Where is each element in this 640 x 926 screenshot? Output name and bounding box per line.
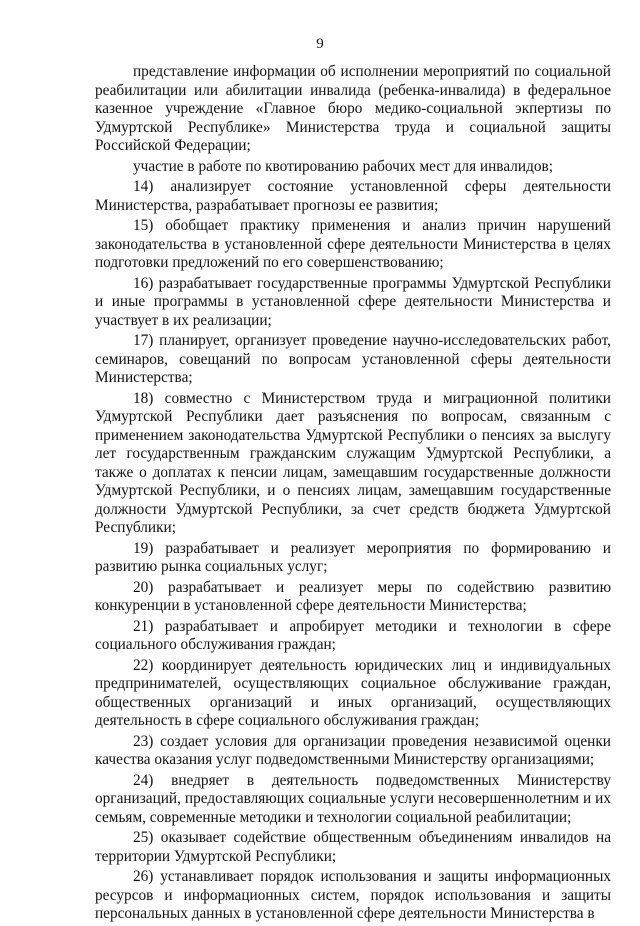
paragraph: 14) анализирует состояние установленной сферы деятельности Министерства, разрабатывает прогнозы ее развития; xyxy=(95,178,611,214)
document-body xyxy=(95,63,611,926)
paragraph: 22) координирует деятельность юридических лиц и индивидуальных предпринимателей, осуществляющих социальное обслуживание граждан, общественных организаций и иных организаций, осуществляющих деятельность в сфере социального обслуживания граждан; xyxy=(95,656,611,729)
page-number: 9 xyxy=(316,36,324,52)
paragraph: 21) разрабатывает и апробирует методики и технологии в сфере социального обслуживания граждан; xyxy=(95,617,611,653)
paragraph: 25) оказывает содействие общественным объединениям инвалидов на территории Удмуртской Республики; xyxy=(95,829,611,865)
paragraph: 20) разрабатывает и реализует меры по содействию развитию конкуренции в установленной сфере деятельности Министерства; xyxy=(95,578,611,614)
paragraph: 23) создает условия для организации проведения независимой оценки качества оказания услуг подведомственными Министерству организациями; xyxy=(95,732,611,768)
paragraph: 18) совместно с Министерством труда и миграционной политики Удмуртской Республики дает разъяснения по вопросам, связанным с применением законодательства Удмуртской Республики о пенсиях за выслугу лет государственным гражданским служащим Удмуртской Республики, а также о доплатах к пенсии лицам, замещавшим государственные должности Удмуртской Республики, и о пенсиях лицам, замещавшим государственные должности Удмуртской Республики, за счет средств бюджета Удмуртской Республики; xyxy=(95,389,611,536)
paragraph: 16) разрабатывает государственные программы Удмуртской Республики и иные программы в установленной сфере деятельности Министерства и участвует в их реализации; xyxy=(95,274,611,329)
paragraph: 26) устанавливает порядок использования и защиты информационных ресурсов и информационных систем, порядок использования и защиты персональных данных в установленной сфере деятельности Министерства в xyxy=(95,868,611,922)
paragraph: 17) планирует, организует проведение научно-исследовательских работ, семинаров, совещаний по вопросам установленной сферы деятельности Министерства; xyxy=(95,332,611,386)
paragraph: участие в работе по квотированию рабочих мест для инвалидов; xyxy=(133,157,553,175)
paragraph: 24) внедряет в деятельность подведомственных Министерству организаций, предоставляющих социальные услуги несовершеннолетним и их семьям, современные методики и технологии социальной реабилитации; xyxy=(95,771,611,826)
paragraph: 15) обобщает практику применения и анализ причин нарушений законодательства в установленной сфере деятельности Министерства в целях подготовки предложений по его совершенствованию; xyxy=(95,217,611,271)
paragraph: представление информации об исполнении мероприятий по социальной реабилитации или абилитации инвалида (ребенка-инвалида) в федеральное казенное учреждение «Главное бюро медико-социальной экпертизы по Удмуртской Республике» Министерства труда и социальной защиты Российской Федерации; xyxy=(95,63,611,154)
paragraph: 19) разрабатывает и реализует мероприятия по формированию и развитию рынка социальных услуг; xyxy=(95,539,611,575)
